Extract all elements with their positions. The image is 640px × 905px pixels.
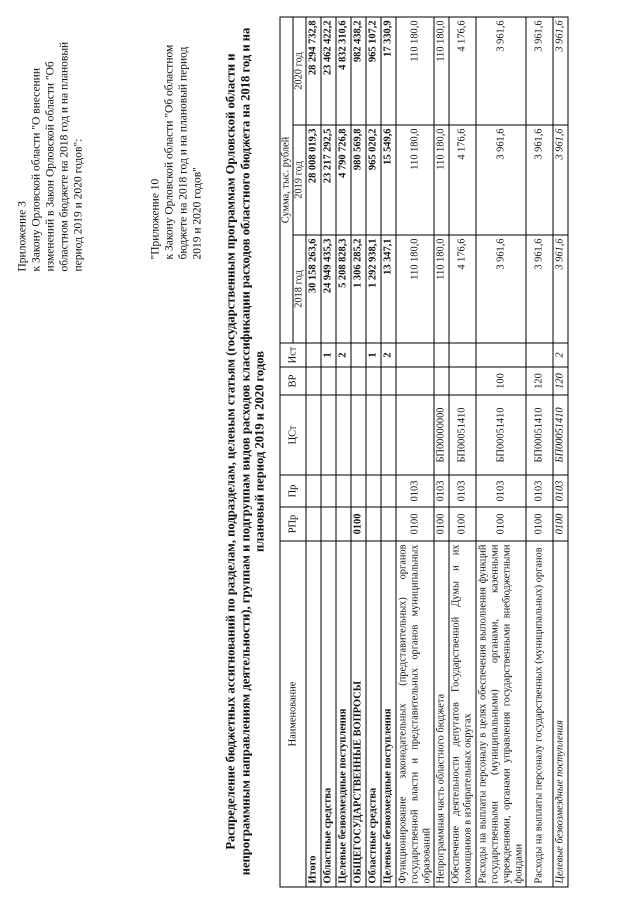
- appendix-10-line: "Приложение 10: [149, 178, 162, 260]
- cell-2020: 965 107,2: [366, 17, 381, 125]
- appendix-3-line: изменений в Закон Орловской области "Об: [44, 61, 57, 272]
- table-row: [526, 17, 553, 887]
- cell-cst: [396, 395, 434, 475]
- cell-name: ОБЩЕГОСУДАРСТВЕННЫЕ ВОПРОСЫ: [351, 541, 366, 887]
- cell-ist: [434, 343, 449, 367]
- cell-ist: [351, 343, 366, 367]
- cell-pr: [336, 475, 351, 507]
- cell-rpr: 0100: [476, 507, 526, 541]
- appendix-3-line: областном бюджете на 2018 год и на плановый: [58, 41, 71, 272]
- cell-name: Целевые безвозмездные поступления: [553, 541, 568, 887]
- appendix-3-line: к Закону Орловской области "О внесении: [30, 68, 43, 272]
- cell-2020: 110 180,0: [396, 17, 434, 125]
- cell-2018: 24 949 435,3: [321, 235, 336, 343]
- cell-2019: 4 790 726,8: [336, 125, 351, 235]
- header-vr: ВР: [280, 367, 306, 395]
- cell-rpr: 0100: [449, 507, 476, 541]
- cell-2019: 23 217 292,5: [321, 125, 336, 235]
- header-ist: Ист: [280, 343, 306, 367]
- cell-ist: [526, 343, 553, 367]
- table-row: [476, 17, 526, 887]
- cell-cst: [336, 395, 351, 475]
- cell-name: Непрограммная часть областного бюджета: [434, 541, 449, 887]
- cell-2019: 965 020,2: [366, 125, 381, 235]
- header-rpr: РПр: [280, 507, 306, 541]
- cell-ist: 2: [336, 343, 351, 367]
- budget-table-wrapper: [280, 18, 569, 888]
- cell-cst: БП00051410: [553, 395, 568, 475]
- cell-2019: 110 180,0: [396, 125, 434, 235]
- appendix-10-line: к Закону Орловской области "Об областном: [163, 44, 176, 260]
- cell-pr: 0103: [526, 475, 553, 507]
- header-sum: Сумма, тыс. рублей: [280, 17, 293, 343]
- rotated-document-page: [6, 5, 636, 900]
- cell-vr: [449, 367, 476, 395]
- cell-ist: [306, 343, 321, 367]
- cell-ist: 1: [366, 343, 381, 367]
- cell-rpr: [321, 507, 336, 541]
- appendix-10-line: 2019 и 2020 годов": [191, 167, 204, 260]
- cell-2018: 1 306 285,2: [351, 235, 366, 343]
- cell-pr: [321, 475, 336, 507]
- cell-2020: 28 294 732,8: [306, 17, 321, 125]
- cell-pr: [306, 475, 321, 507]
- appendix-10-header: [149, 24, 205, 260]
- cell-pr: [351, 475, 366, 507]
- cell-2018: 1 292 938,1: [366, 235, 381, 343]
- cell-rpr: [306, 507, 321, 541]
- table-row: [449, 17, 476, 887]
- cell-2019: 28 008 019,3: [306, 125, 321, 235]
- header-2018: 2018 год: [293, 235, 306, 343]
- cell-vr: 100: [476, 367, 526, 395]
- cell-2018: 110 180,0: [434, 235, 449, 343]
- cell-name: Целевые безвозмездные поступления: [336, 541, 351, 887]
- cell-2020: 982 438,2: [351, 17, 366, 125]
- table-row: [553, 17, 568, 887]
- cell-2018: 3 961,6: [526, 235, 553, 343]
- table-row: [366, 17, 381, 887]
- cell-cst: БП00000000: [434, 395, 449, 475]
- cell-name: Областные средства: [321, 541, 336, 887]
- cell-rpr: 0100: [526, 507, 553, 541]
- cell-name: Итого: [306, 541, 321, 887]
- cell-2018: 30 158 263,6: [306, 235, 321, 343]
- cell-name: Функционирование законодательных (представительных) органов государственной власти и представительных органов муниципальных образований: [396, 541, 434, 887]
- cell-vr: [351, 367, 366, 395]
- appendix-3-line: период 2019 и 2020 годов":: [72, 138, 85, 272]
- cell-vr: [366, 367, 381, 395]
- cell-2020: 3 961,6: [553, 17, 568, 125]
- cell-rpr: 0100: [351, 507, 366, 541]
- cell-2019: 15 549,6: [381, 125, 396, 235]
- cell-ist: 2: [553, 343, 568, 367]
- table-row: [306, 17, 321, 887]
- appendix-3-line: Приложение 3: [16, 201, 29, 272]
- cell-name: Расходы на выплаты персоналу государственных (муниципальных) органов: [526, 541, 553, 887]
- cell-pr: 0103: [396, 475, 434, 507]
- budget-allocation-table: [280, 16, 569, 887]
- cell-ist: [449, 343, 476, 367]
- header-name: Наименование: [280, 541, 306, 887]
- cell-ist: 1: [321, 343, 336, 367]
- cell-2020: 3 961,6: [526, 17, 553, 125]
- header-cst: ЦСт: [280, 395, 306, 475]
- cell-2019: 3 961,6: [526, 125, 553, 235]
- table-row: [321, 17, 336, 887]
- table-row: [434, 17, 449, 887]
- cell-2020: 23 462 422,2: [321, 17, 336, 125]
- cell-cst: БП00051410: [449, 395, 476, 475]
- cell-cst: [366, 395, 381, 475]
- cell-cst: [381, 395, 396, 475]
- cell-vr: [321, 367, 336, 395]
- cell-2018: 13 347,1: [381, 235, 396, 343]
- cell-2020: 110 180,0: [434, 17, 449, 125]
- appendix-10-line: бюджете на 2018 год и на плановый период: [177, 46, 190, 260]
- cell-vr: 120: [526, 367, 553, 395]
- cell-pr: [366, 475, 381, 507]
- cell-rpr: [381, 507, 396, 541]
- cell-2020: 17 330,9: [381, 17, 396, 125]
- cell-ist: [396, 343, 434, 367]
- cell-ist: [476, 343, 526, 367]
- cell-2019: 980 569,8: [351, 125, 366, 235]
- cell-pr: [381, 475, 396, 507]
- cell-2018: 110 180,0: [396, 235, 434, 343]
- cell-2019: 3 961,6: [476, 125, 526, 235]
- cell-rpr: 0100: [553, 507, 568, 541]
- header-2019: 2019 год: [293, 125, 306, 235]
- cell-vr: [434, 367, 449, 395]
- cell-2020: 4 832 310,6: [336, 17, 351, 125]
- cell-cst: БП00051410: [526, 395, 553, 475]
- cell-2019: 4 176,6: [449, 125, 476, 235]
- cell-cst: [321, 395, 336, 475]
- cell-ist: 2: [381, 343, 396, 367]
- cell-2020: 3 961,6: [476, 17, 526, 125]
- table-row: [336, 17, 351, 887]
- table-row: [381, 17, 396, 887]
- cell-name: Обеспечение деятельности депутатов Государственной Думы и их помощников в избирательных округах: [449, 541, 476, 887]
- cell-2020: 4 176,6: [449, 17, 476, 125]
- cell-name: Областные средства: [366, 541, 381, 887]
- cell-pr: 0103: [553, 475, 568, 507]
- cell-2019: 3 961,6: [553, 125, 568, 235]
- table-row: [351, 17, 366, 887]
- document-title: Распределение бюджетных ассигнований по разделам, подразделам, целевым статьям (государственным программам Орловской области и непрограммным направлениям деятельности), группам и подгруппам видов расходов классификации расходов областного бюджета на 2018 год и на плановый период 2019 и 2020 годов: [223, 27, 267, 876]
- cell-cst: [306, 395, 321, 475]
- cell-vr: 120: [553, 367, 568, 395]
- cell-rpr: 0100: [434, 507, 449, 541]
- cell-2018: 5 208 828,3: [336, 235, 351, 343]
- cell-2018: 4 176,6: [449, 235, 476, 343]
- header-pr: Пр: [280, 475, 306, 507]
- cell-rpr: 0100: [396, 507, 434, 541]
- cell-pr: 0103: [449, 475, 476, 507]
- cell-vr: [396, 367, 434, 395]
- cell-name: Целевые безвозмездные поступления: [381, 541, 396, 887]
- cell-pr: 0103: [476, 475, 526, 507]
- cell-name: Расходы на выплаты персоналу в целях обеспечения выполнения функций государственными (муниципальными) органами, казенными учреждениями, органами управления государственными внебюджетными фондами: [476, 541, 526, 887]
- cell-vr: [306, 367, 321, 395]
- cell-2018: 3 961,6: [476, 235, 526, 343]
- header-2020: 2020 год: [293, 17, 306, 125]
- appendix-3-header: [16, 24, 86, 272]
- cell-cst: [351, 395, 366, 475]
- cell-vr: [381, 367, 396, 395]
- cell-pr: 0103: [434, 475, 449, 507]
- cell-2018: 3 961,6: [553, 235, 568, 343]
- cell-vr: [336, 367, 351, 395]
- cell-rpr: [366, 507, 381, 541]
- cell-2019: 110 180,0: [434, 125, 449, 235]
- cell-cst: БП00051410: [476, 395, 526, 475]
- cell-rpr: [336, 507, 351, 541]
- table-row: [396, 17, 434, 887]
